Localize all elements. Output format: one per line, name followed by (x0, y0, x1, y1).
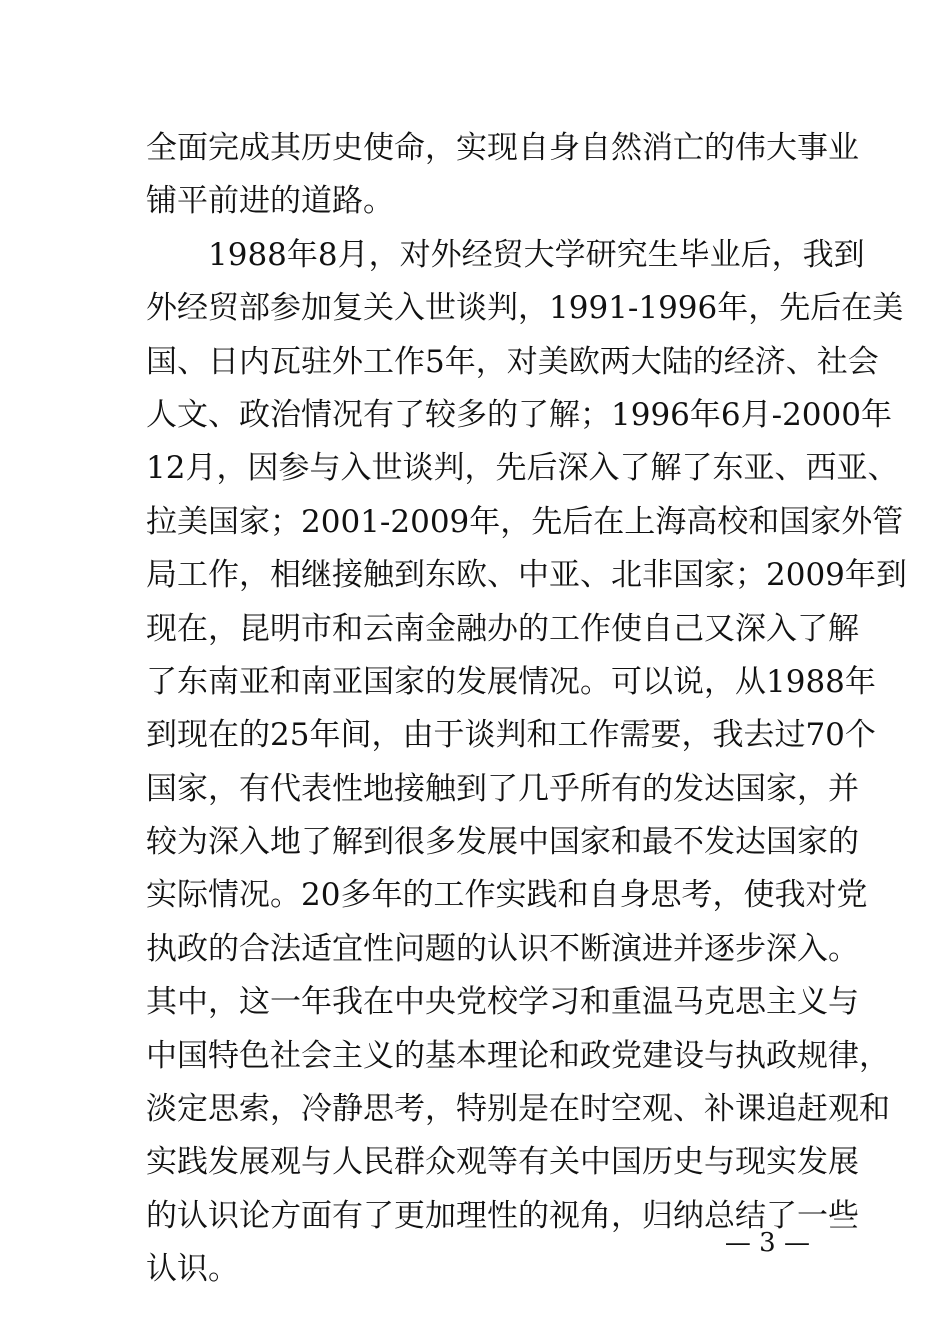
text-line-18: 中国特色社会主义的基本理论和政党建设与执政规律， (146, 1037, 890, 1074)
text-line-17: 其中，这一年我在中央党校学习和重温马克思主义与 (146, 984, 859, 1021)
page-number: — 3 — (724, 1228, 810, 1258)
text-line-11: 了东南亚和南亚国家的发展情况。可以说，从1988年 (146, 663, 876, 700)
text-line-8: 拉美国家；2001-2009年，先后在上海高校和国家外管 (146, 503, 904, 540)
text-line-13: 国家，有代表性地接触到了几乎所有的发达国家，并 (146, 770, 859, 807)
text-line-20: 实践发展观与人民群众观等有关中国历史与现实发展 (146, 1144, 859, 1181)
text-line-16: 执政的合法适宜性问题的认识不断演进并逐步深入。 (146, 930, 859, 967)
text-line-22: 认识。 (146, 1251, 239, 1288)
text-line-6: 人文、政治情况有了较多的了解；1996年6月-2000年 (146, 396, 892, 433)
text-line-10: 现在，昆明市和云南金融办的工作使自己又深入了解 (146, 610, 859, 647)
text-line-7: 12月，因参与入世谈判，先后深入了解了东亚、西亚、 (146, 450, 899, 487)
text-line-21: 的认识论方面有了更加理性的视角，归纳总结了一些 (146, 1197, 859, 1234)
text-line-2: 铺平前进的道路。 (146, 183, 394, 220)
text-line-1: 全面完成其历史使命，实现自身自然消亡的伟大事业 (146, 130, 859, 166)
text-line-4: 外经贸部参加复关入世谈判，1991-1996年，先后在美 (146, 290, 904, 327)
text-line-9: 局工作，相继接触到东欧、中亚、北非国家；2009年到 (146, 557, 907, 594)
body-text (146, 122, 907, 1297)
text-line-12: 到现在的25年间，由于谈判和工作需要，我去过70个 (146, 717, 876, 754)
text-line-19: 淡定思索，冷静思考，特别是在时空观、补课追赶观和 (146, 1091, 890, 1128)
text-line-5: 国、日内瓦驻外工作5年，对美欧两大陆的经济、社会 (146, 343, 879, 380)
text-line-3: 1988年8月，对外经贸大学研究生毕业后，我到 (208, 236, 865, 273)
text-line-15: 实际情况。20多年的工作实践和自身思考，使我对党 (146, 877, 868, 914)
text-line-14: 较为深入地了解到很多发展中国家和最不发达国家的 (146, 824, 859, 861)
